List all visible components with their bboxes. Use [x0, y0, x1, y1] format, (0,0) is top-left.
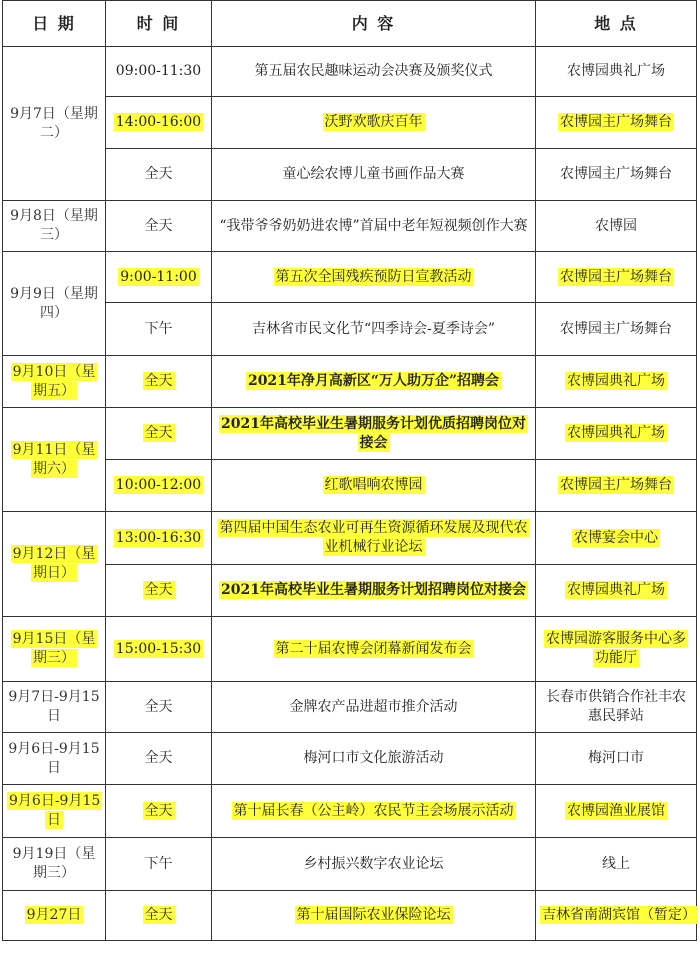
date-cell: [3, 252, 106, 356]
time-cell: [106, 303, 212, 356]
date-cell: [3, 891, 106, 941]
date-cell: [3, 47, 106, 201]
time-cell: [106, 512, 212, 565]
place-cell: [536, 97, 697, 149]
place-cell: [536, 785, 697, 838]
place-text: 农博园典礼广场: [567, 373, 665, 389]
content-text: 第十届长春（公主岭）农民节主会场展示活动: [233, 802, 514, 819]
date-cell: [3, 512, 106, 617]
content-text: “我带爷爷奶奶进农博”首届中老年短视频创作大赛: [219, 217, 528, 234]
header-place: 地 点: [536, 1, 697, 47]
time-cell: [106, 47, 212, 97]
table-row: [3, 512, 697, 565]
content-cell: [212, 201, 536, 252]
content-text: 2021年高校毕业生暑期服务计划招聘岗位对接会: [221, 582, 526, 598]
date-text: 9月6日-9月15日: [9, 793, 101, 828]
time-cell: [106, 252, 212, 303]
date-text: 9月11日（星期六）: [12, 441, 96, 477]
time-text: 09:00-11:30: [115, 63, 202, 79]
place-cell: [536, 891, 697, 941]
schedule-table: [2, 0, 697, 941]
content-cell: [212, 97, 536, 149]
place-text: 农博园典礼广场: [567, 582, 665, 598]
place-cell: [536, 252, 697, 303]
time-cell: [106, 617, 212, 682]
content-text: 2021年净月高新区“万人助万企”招聘会: [247, 373, 500, 389]
header-time: 时 间: [106, 1, 212, 47]
place-cell: [536, 303, 697, 356]
place-cell: [536, 682, 697, 733]
date-text: 9月9日（星期四）: [10, 285, 98, 321]
time-cell: [106, 97, 212, 149]
table-row: [3, 97, 697, 149]
time-text: 全天: [144, 698, 173, 715]
place-text: 线上: [602, 855, 630, 872]
date-cell: [3, 617, 106, 682]
content-cell: [212, 47, 536, 97]
content-text: 第五次全国残疾预防日宣教活动: [275, 268, 472, 285]
time-text: 全天: [144, 166, 173, 182]
time-cell: [106, 460, 212, 512]
place-text: 农博园主广场舞台: [560, 320, 672, 337]
content-cell: [212, 682, 536, 733]
content-cell: [212, 356, 536, 408]
content-cell: [212, 617, 536, 682]
table-row: [3, 460, 697, 512]
content-text: 梅河口市文化旅游活动: [303, 750, 444, 766]
table-row: [3, 356, 697, 408]
place-cell: [536, 201, 697, 252]
content-cell: [212, 565, 536, 617]
content-cell: [212, 252, 536, 303]
time-text: 全天: [144, 907, 173, 923]
table-row: [3, 252, 697, 303]
time-text: 全天: [144, 582, 173, 598]
time-cell: [106, 408, 212, 460]
content-text: 第十届国际农业保险论坛: [296, 907, 451, 923]
date-text: 9月15日（星期三）: [12, 631, 96, 666]
time-text: 14:00-16:00: [115, 114, 202, 130]
date-cell: [3, 408, 106, 512]
place-cell: [536, 733, 697, 785]
content-cell: [212, 891, 536, 941]
place-text: 农博园游客服务中心多功能厅: [546, 631, 686, 666]
time-cell: [106, 356, 212, 408]
date-cell: [3, 838, 106, 891]
place-text: 农博园典礼广场: [567, 63, 665, 79]
place-text: 梅河口市: [588, 750, 644, 766]
content-cell: [212, 149, 536, 201]
time-text: 全天: [144, 425, 173, 441]
header-content: 内 容: [212, 1, 536, 47]
date-text: 9月7日-9月15日: [8, 689, 100, 724]
content-text: 2021年高校毕业生暑期服务计划优质招聘岗位对接会: [221, 415, 526, 451]
date-cell: [3, 201, 106, 252]
content-text: 童心绘农博儿童书画作品大赛: [282, 166, 465, 182]
date-text: 9月6日-9月15日: [8, 740, 100, 776]
content-text: 沃野欢歌庆百年: [324, 114, 423, 130]
date-cell: [3, 785, 106, 838]
content-cell: [212, 512, 536, 565]
date-text: 9月27日: [26, 907, 82, 923]
place-text: 长春市供销合作社丰农惠民驿站: [546, 689, 686, 724]
header-row: [3, 1, 697, 47]
date-text: 9月7日（星期二）: [10, 105, 98, 141]
date-text: 9月10日（星期五）: [12, 363, 96, 399]
content-cell: [212, 838, 536, 891]
table-row: [3, 47, 697, 97]
time-text: 下午: [144, 320, 173, 337]
time-text: 10:00-12:00: [115, 477, 202, 493]
date-text: 9月19日（星期三）: [12, 846, 96, 881]
table-row: [3, 617, 697, 682]
time-cell: [106, 733, 212, 785]
place-cell: [536, 356, 697, 408]
time-text: 13:00-16:30: [115, 529, 202, 546]
time-cell: [106, 785, 212, 838]
place-text: 农博园主广场舞台: [560, 114, 672, 130]
place-text: 农博园渔业展馆: [567, 802, 665, 819]
content-text: 第二十届农博会闭幕新闻发布会: [275, 640, 472, 657]
place-cell: [536, 838, 697, 891]
date-cell: [3, 733, 106, 785]
place-cell: [536, 617, 697, 682]
table-row: [3, 838, 697, 891]
place-cell: [536, 512, 697, 565]
table-row: [3, 303, 697, 356]
table-row: [3, 733, 697, 785]
place-text: 农博园主广场舞台: [560, 477, 672, 493]
time-text: 全天: [144, 373, 173, 389]
time-text: 下午: [144, 855, 173, 872]
date-cell: [3, 682, 106, 733]
place-text: 农博园主广场舞台: [560, 268, 672, 285]
date-text: 9月12日（星期日）: [12, 546, 96, 581]
content-text: 红歌唱响农博园: [324, 477, 423, 493]
table-row: [3, 149, 697, 201]
content-cell: [212, 733, 536, 785]
place-cell: [536, 565, 697, 617]
place-text: 吉林省南湖宾馆（暂定）: [542, 907, 696, 923]
place-text: 农博宴会中心: [574, 529, 658, 546]
content-text: 金牌农产品进超市推介活动: [289, 698, 458, 715]
place-text: 农博园: [595, 217, 637, 234]
place-cell: [536, 408, 697, 460]
content-text: 乡村振兴数字农业论坛: [303, 855, 444, 872]
content-cell: [212, 303, 536, 356]
content-cell: [212, 408, 536, 460]
content-text: 第四届中国生态农业可再生资源循环发展及现代农业机械行业论坛: [219, 520, 528, 555]
content-text: 第五届农民趣味运动会决赛及颁奖仪式: [254, 63, 493, 79]
time-cell: [106, 201, 212, 252]
place-cell: [536, 460, 697, 512]
place-cell: [536, 47, 697, 97]
place-text: 农博园典礼广场: [567, 425, 665, 441]
place-text: 农博园主广场舞台: [560, 166, 672, 182]
table-row: [3, 565, 697, 617]
table-row: [3, 682, 697, 733]
time-text: 9:00-11:00: [120, 268, 197, 285]
time-cell: [106, 838, 212, 891]
time-cell: [106, 682, 212, 733]
header-date: 日 期: [3, 1, 106, 47]
table-row: [3, 408, 697, 460]
time-cell: [106, 565, 212, 617]
table-row: [3, 785, 697, 838]
content-cell: [212, 785, 536, 838]
table-row: [3, 891, 697, 941]
content-cell: [212, 460, 536, 512]
date-text: 9月8日（星期三）: [10, 208, 98, 243]
time-text: 15:00-15:30: [115, 640, 202, 657]
time-text: 全天: [144, 802, 173, 819]
content-text: 吉林省市民文化节“四季诗会-夏季诗会”: [251, 320, 496, 337]
table-row: [3, 201, 697, 252]
time-cell: [106, 149, 212, 201]
time-cell: [106, 891, 212, 941]
time-text: 全天: [144, 217, 173, 234]
place-cell: [536, 149, 697, 201]
date-cell: [3, 356, 106, 408]
time-text: 全天: [144, 750, 173, 766]
